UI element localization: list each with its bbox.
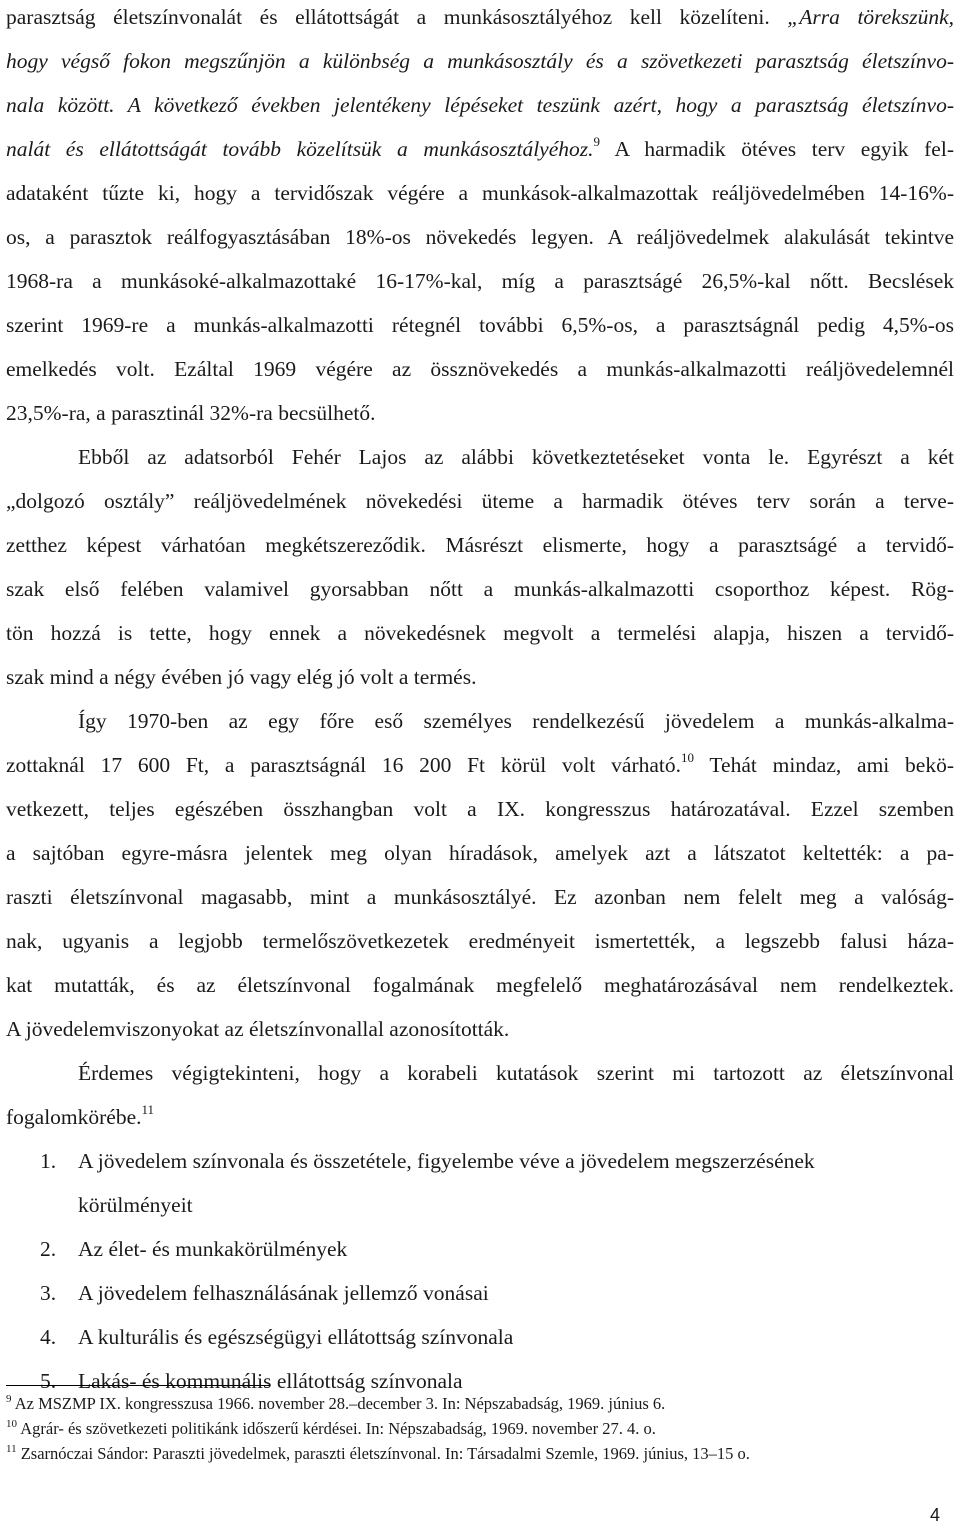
body-line: Ebből az adatsorból Fehér Lajos az alábbi következtetéseket vonta le. Egyrészt a két — [78, 445, 954, 469]
list-item: 5. Lakás- és kommunális ellátottság színvonala — [40, 1369, 463, 1393]
footnote: $^9$ Az MSZMP IX. kongresszusa 1966. november 28.–december 3. In: Népszabadság, 1969. június 6. — [6, 1392, 666, 1413]
body-line: zetthez képest várhatóan megkétszereződik. Másrészt elismerte, hogy a parasztságé a tervidő- — [6, 533, 954, 557]
body-line: zottaknál 17 600 Ft, a parasztságnál 16 200 Ft körül volt várható.$^{10}$ Tehát mindaz, ami bekö- — [6, 750, 954, 777]
body-line: szak mind a négy évében jó vagy elég jó volt a termés. — [6, 665, 477, 689]
body-line: kat mutatták, és az életszínvonal fogalmának megfelelő meghatározásával nem rendelkeztek. — [6, 973, 954, 997]
body-line: szerint 1969-re a munkás-alkalmazotti rétegnél további 6,5%-os, a parasztságnál pedig 4,5%-os — [6, 313, 954, 337]
footnote-ref: 10 — [681, 750, 695, 765]
body-line: Így 1970-ben az egy főre eső személyes rendelkezésű jövedelem a munkás-alkalma- — [78, 709, 954, 733]
list-item: körülményeit — [78, 1193, 193, 1217]
body-line: nak, ugyanis a legjobb termelőszövetkezetek eredményeit ismertették, a legszebb falusi háza- — [6, 929, 954, 953]
body-line: a sajtóban egyre-másra jelentek meg olyan híradások, amelyek azt a látszatot keltették: a pa- — [6, 841, 954, 865]
list-item: 1. A jövedelem színvonala és összetétele, figyelembe véve a jövedelem megszerzésének — [40, 1149, 815, 1173]
footnote-ref: 11 — [141, 1102, 155, 1117]
list-item: 4. A kulturális és egészségügyi ellátottság színvonala — [40, 1325, 514, 1349]
page-number: 4 — [930, 1505, 941, 1525]
body-line: os, a parasztok reálfogyasztásában 18%-os növekedés legyen. A reáljövedelmek alakulását tekintve — [6, 225, 954, 249]
body-line: A jövedelemviszonyokat az életszínvonallal azonosították. — [6, 1017, 510, 1041]
body-line: emelkedés volt. Ezáltal 1969 végére az össznövekedés a munkás-alkalmazotti reáljövedelemnél — [6, 357, 954, 381]
footnote: $^{11}$ Zsarnóczai Sándor: Paraszti jövedelmek, paraszti életszínvonal. In: Társadalmi Szemle, 1969. június, 13–15 o. — [6, 1442, 750, 1463]
list-item: 3. A jövedelem felhasználásának jellemző vonásai — [40, 1281, 489, 1305]
body-line: szak első felében valamivel gyorsabban nőtt a munkás-alkalmazotti csoporthoz képest. Rög- — [6, 577, 954, 601]
body-line: tön hozzá is tette, hogy ennek a növekedésnek megvolt a termelési alapja, hiszen a tervidő- — [6, 621, 954, 645]
body-line: Érdemes végigtekinteni, hogy a korabeli kutatások szerint mi tartozott az életszínvonal — [78, 1061, 954, 1085]
body-line: raszti életszínvonal magasabb, mint a munkásosztályé. Ez azonban nem felelt meg a valóság- — [6, 885, 954, 909]
body-line: adataként tűzte ki, hogy a tervidőszak végére a munkások-alkalmazottak reáljövedelmében 14-16%- — [6, 181, 954, 205]
footnote-separator — [6, 1385, 270, 1386]
body-line: nala között. A következő években jelentékeny lépéseket teszünk azért, hogy a parasztság életszínvo- — [6, 93, 954, 117]
body-line: parasztság életszínvonalát és ellátottságát a munkásosztályéhoz kell közelíteni. „Arra törekszünk, — [6, 5, 954, 29]
footnote-ref: 9 — [593, 134, 601, 149]
body-line: 1968-ra a munkásoké-alkalmazottaké 16-17%-kal, míg a parasztságé 26,5%-kal nőtt. Becslések — [6, 269, 954, 293]
list-item: 2. Az élet- és munkakörülmények — [40, 1237, 348, 1261]
body-line: fogalomkörébe.$^{11}$ — [6, 1102, 155, 1129]
body-line: vetkezett, teljes egészében összhangban volt a IX. kongresszus határozatával. Ezzel szemben — [6, 797, 954, 821]
body-line: „dolgozó osztály” reáljövedelmének növekedési üteme a harmadik ötéves terv során a terve- — [6, 489, 954, 513]
body-line: 23,5%-ra, a parasztinál 32%-ra becsülhető. — [6, 401, 376, 425]
footnote: $^{10}$ Agrár- és szövetkezeti politikánk időszerű kérdései. In: Népszabadság, 1969. november 27. 4. o. — [6, 1417, 656, 1438]
body-line: hogy végső fokon megszűnjön a különbség a munkásosztály és a szövetkezeti parasztság életszínvo- — [6, 49, 954, 73]
body-line: nalát és ellátottságát tovább közelítsük a munkásosztályéhoz.$^9$ A harmadik ötéves terv egyik fel- — [6, 134, 954, 161]
